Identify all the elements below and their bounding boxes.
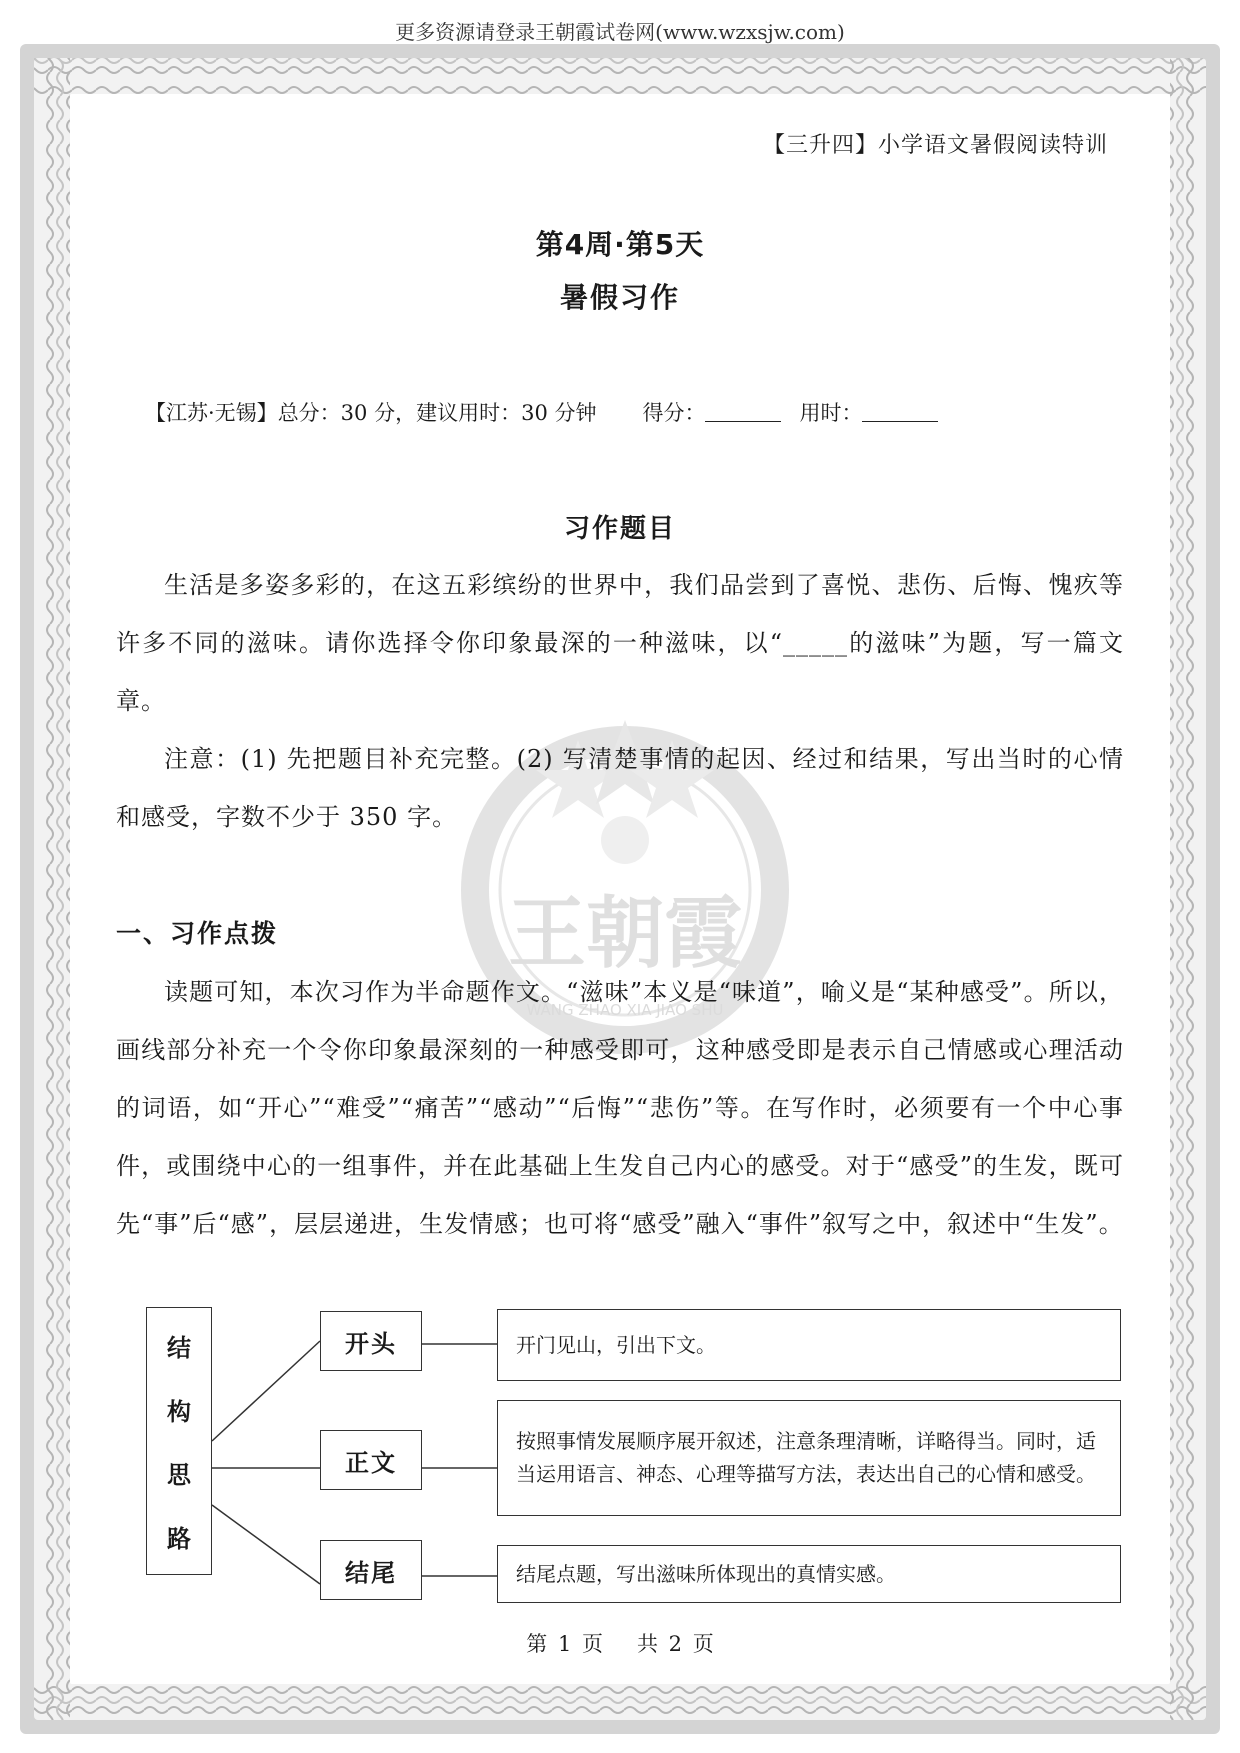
time-label: 用时：	[799, 401, 863, 425]
guidance-heading: 一、习作点拨	[116, 919, 279, 948]
prompt-paragraph: 生活是多姿多彩的，在这五彩缤纷的世界中，我们品尝到了喜悦、悲伤、后悔、愧疚等许多不同的滋味。请你选择令你印象最深的一种滋味，以“_____的滋味”为题，写一篇文章。	[116, 571, 1124, 715]
total-score: 总分：30 分，建议用时：30 分钟	[277, 401, 597, 425]
page-total: 共 2 页	[637, 1632, 714, 1656]
prompt-notes: 注意：(1) 先把题目补充完整。(2) 写清楚事情的起因、经过和结果，写出当时的心情和感受，字数不少于 350 字。	[116, 745, 1124, 831]
score-label: 得分：	[642, 401, 706, 425]
page-footer	[0, 1628, 1240, 1658]
structure-char: 结	[167, 1334, 191, 1363]
structure-root	[146, 1307, 212, 1575]
prompt-heading: 习作题目	[563, 514, 676, 544]
structure-char: 路	[167, 1524, 191, 1553]
region-label: 【江苏·无锡】	[145, 401, 278, 425]
part-body-desc: 按照事情发展顺序展开叙述，注意条理清晰，详略得当。同时，适当运用语言、神态、心理等描写方法，表达出自己的心情和感受。	[497, 1400, 1121, 1516]
part-ending: 结尾	[320, 1540, 422, 1600]
series-title: 【三升四】小学语文暑假阅读特训	[762, 133, 1108, 158]
guidance-paragraph: 读题可知，本次习作为半命题作文。“滋味”本义是“味道”，喻义是“某种感受”。所以，画线部分补充一个令你印象最深刻的一种感受即可，这种感受即是表示自己情感或心理活动的词语，如“开心”“难受”“痛苦”“感动”“后悔”“悲伤”等。在写作时，必须要有一个中心事件，或围绕中心的一组事件，并在此基础上生发自己内心的感受。对于“感受”的生发，既可先“事”后“感”，层层递进，生发情感；也可将“感受”融入“事件”叙写之中，叙述中“生发”。	[116, 978, 1124, 1238]
page-title: 第4周·第5天	[535, 228, 705, 261]
page-number: 第 1 页	[526, 1632, 603, 1656]
top-note: 更多资源请登录王朝霞试卷网(www.wzxsjw.com)	[395, 20, 845, 44]
watermark-brand: 王朝霞	[507, 888, 743, 979]
part-body: 正文	[320, 1430, 422, 1490]
structure-char: 构	[167, 1397, 191, 1426]
part-opening: 开头	[320, 1311, 422, 1371]
part-ending-desc: 结尾点题，写出滋味所体现出的真情实感。	[497, 1545, 1121, 1603]
structure-char: 思	[167, 1461, 191, 1490]
part-opening-desc: 开门见山，引出下文。	[497, 1309, 1121, 1381]
page-subtitle: 暑假习作	[559, 281, 680, 314]
watermark-arc-text: WANG ZHAO XIA JIAO SHU	[526, 1001, 724, 1019]
